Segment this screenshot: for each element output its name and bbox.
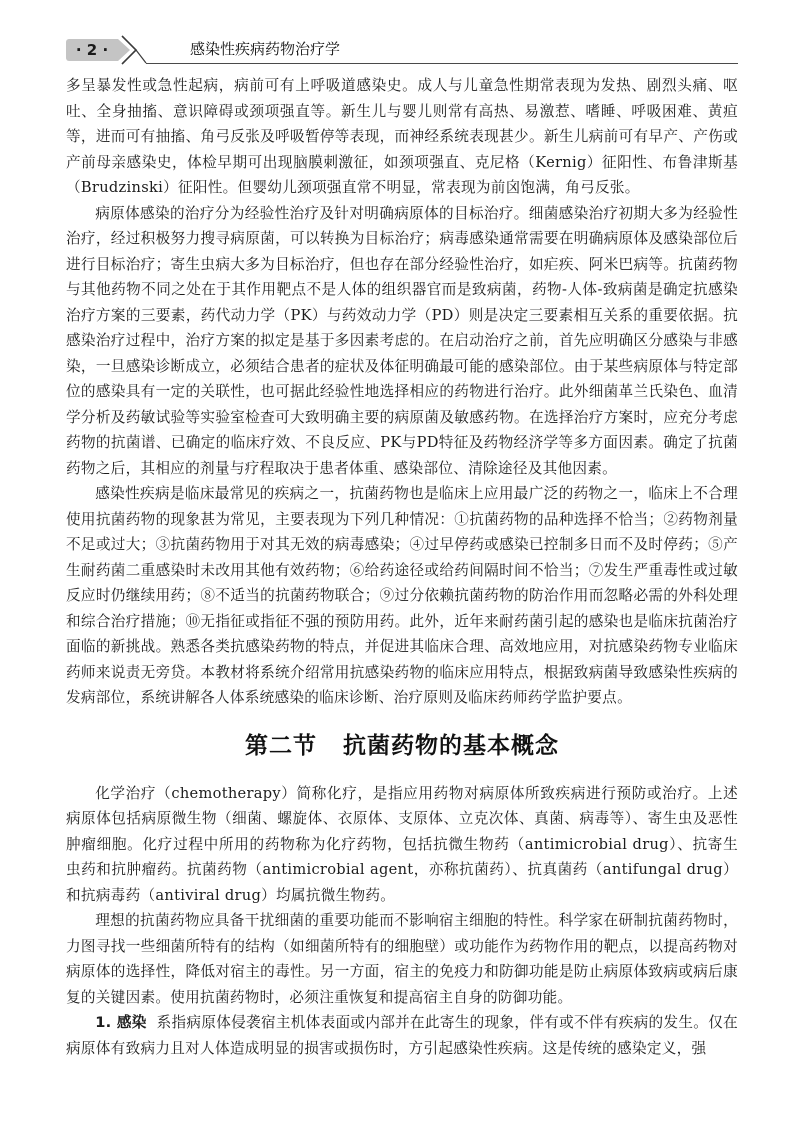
term-paragraph bbox=[66, 1010, 738, 1061]
body-text bbox=[66, 73, 738, 1061]
paragraph: 多呈暴发性或急性起病，病前可有上呼吸道感染史。成人与儿童急性期常表现为发热、剧烈头痛、呕吐、全身抽搐、意识障碍或颈项强直等。新生儿与婴儿则常有高热、易激惹、嗜睡、呼吸困难、黄疸等，进而可有抽搐、角弓反张及呼吸暂停等表现，而神经系统表现甚少。新生儿病前可有早产、产伤或产前母亲感染史，体检早期可出现脑膜刺激征，如颈项强直、克尼格（Kernig）征阳性、布鲁津斯基（Brudzinski）征阳性。但婴幼儿颈项强直常不明显，常表现为前囟饱满，角弓反张。 bbox=[66, 77, 738, 196]
running-header bbox=[66, 34, 738, 64]
section-heading bbox=[66, 731, 738, 761]
header-arrow-icon bbox=[110, 34, 200, 66]
book-title: 感染性疾病药物治疗学 bbox=[190, 40, 341, 58]
header-rule bbox=[146, 63, 738, 64]
paragraph: 病原体感染的治疗分为经验性治疗及针对明确病原体的目标治疗。细菌感染治疗初期大多为经验性治疗，经过积极努力搜寻病原菌，可以转换为目标治疗；病毒感染通常需要在明确病原体及感染部位后进行目标治疗；寄生虫病大多为目标治疗，但也存在部分经验性治疗，如疟疾、阿米巴病等。抗菌药物与其他药物不同之处在于其作用靶点不是人体的组织器官而是致病菌，药物-人体-致病菌是确定抗感染治疗方案的三要素，药代动力学（PK）与药效动力学（PD）则是决定三要素相互关系的重要依据。抗感染治疗过程中，治疗方案的拟定是基于多因素考虑的。在启动治疗之前，首先应明确区分感染与非感染，一旦感染诊断成立，必须结合患者的症状及体征明确最可能的感染部位。由于某些病原体与特定部位的感染具有一定的关联性，也可据此经验性地选择相应的药物进行治疗。此外细菌革兰氏染色、血清学分析及药敏试验等实验室检查可大致明确主要的病原菌及敏感药物。在选择治疗方案时，应充分考虑药物的抗菌谱、已确定的临床疗效、不良反应、PK与PD特征及药物经济学等多方面因素。确定了抗菌药物之后，其相应的剂量与疗程取决于患者体重、感染部位、清除途径及其他因素。 bbox=[66, 204, 738, 477]
term-definition: 系指病原体侵袭宿主机体表面或内部并在此寄生的现象，伴有或不伴有疾病的发生。仅在病原体有致病力且对人体造成明显的损害或损伤时，方引起感染性疾病。这是传统的感染定义，强 bbox=[66, 1014, 738, 1057]
paragraph: 化学治疗（chemotherapy）简称化疗，是指应用药物对病原体所致疾病进行预防或治疗。上述病原体包括病原微生物（细菌、螺旋体、衣原体、支原体、立克次体、真菌、病毒等）、寄生虫及恶性肿瘤细胞。化疗过程中所用的药物称为化疗药物，包括抗微生物药（antimicrobial drug）、抗寄生虫药和抗肿瘤药。抗菌药物（antimicrobial agent，亦称抗菌药）、抗真菌药（antifungal drug）和抗病毒药（antiviral drug）均属抗微生物药。 bbox=[66, 784, 738, 904]
page-number: · 2 · bbox=[75, 41, 109, 59]
term-label: 1. 感染 bbox=[95, 1014, 147, 1031]
section-title: 抗菌药物的基本概念 bbox=[343, 732, 559, 759]
paragraph: 理想的抗菌药物应具备干扰细菌的重要功能而不影响宿主细胞的特性。科学家在研制抗菌药物时，力图寻找一些细菌所特有的结构（如细菌所特有的细胞壁）或功能作为药物作用的靶点，以提高药物对病原体的选择性，降低对宿主的毒性。另一方面，宿主的免疫力和防御功能是防止病原体致病或病后康复的关键因素。使用抗菌药物时，必须注重恢复和提高宿主自身的防御功能。 bbox=[66, 912, 738, 1006]
section-number: 第二节 bbox=[245, 732, 317, 759]
paragraph: 感染性疾病是临床最常见的疾病之一，抗菌药物也是临床上应用最广泛的药物之一，临床上不合理使用抗菌药物的现象甚为常见，主要表现为下列几种情况：①抗菌药物的品种选择不恰当；②药物剂量不足或过大；③抗菌药物用于对其无效的病毒感染；④过早停药或感染已控制多日而不及时停药；⑤产生耐药菌二重感染时未改用其他有效药物；⑥给药途径或给药间隔时间不恰当；⑦发生严重毒性或过敏反应时仍继续用药；⑧不适当的抗菌药物联合；⑨过分依赖抗菌药物的防治作用而忽略必需的外科处理和综合治疗措施；⑩无指征或指征不强的预防用药。此外，近年来耐药菌引起的感染也是临床抗菌治疗面临的新挑战。熟悉各类抗感染药物的特点，并促进其临床合理、高效地应用，对抗感染药物专业临床药师来说责无旁贷。本教材将系统介绍常用抗感染药物的临床应用特点，根据致病菌导致感染性疾病的发病部位，系统讲解各人体系统感染的临床诊断、治疗原则及临床药师药学监护要点。 bbox=[66, 485, 738, 706]
